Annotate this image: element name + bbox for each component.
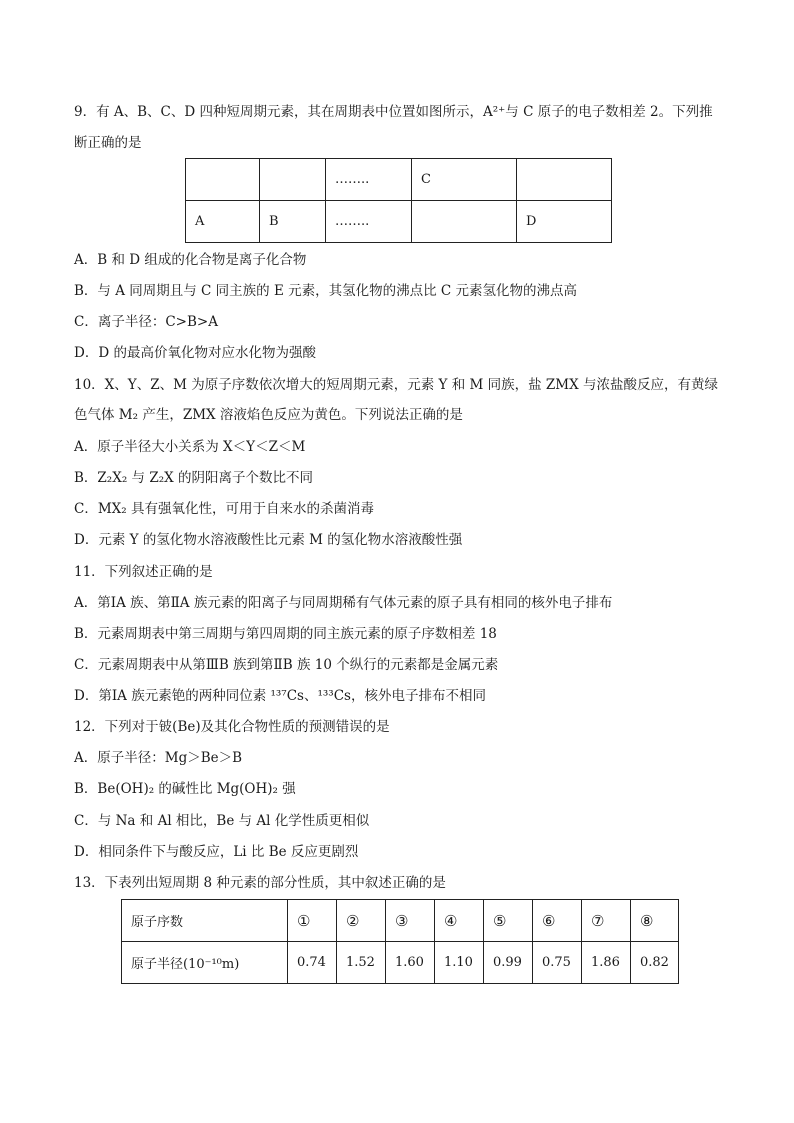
table-cell [517, 159, 612, 201]
q9-periodic-table [185, 158, 612, 243]
table-cell [412, 201, 517, 243]
table-cell: 1.86 [582, 942, 631, 984]
q13-element-table [121, 899, 679, 984]
table-row [122, 942, 679, 984]
q9-stem-line2: 断正确的是 [74, 135, 142, 151]
table-row [186, 201, 612, 243]
q10-option-a: A．原子半径大小关系为 X＜Y＜Z＜M [74, 439, 306, 455]
table-header-cell: 原子半径(10⁻¹⁰m) [122, 942, 288, 984]
table-cell: …….. [326, 159, 412, 201]
table-cell [186, 159, 260, 201]
q9-stem-line1: 9．有 A、B、C、D 四种短周期元素，其在周期表中位置如图所示，A²⁺与 C 原子的电子数相差 2。下列推 [74, 104, 713, 120]
q9-option-d: D．D 的最高价氧化物对应水化物为强酸 [74, 345, 316, 361]
table-cell: 1.10 [435, 942, 484, 984]
q11-option-b: B．元素周期表中第三周期与第四周期的同主族元素的原子序数相差 18 [74, 626, 497, 642]
q12-option-c: C．与 Na 和 Al 相比，Be 与 Al 化学性质更相似 [74, 813, 370, 829]
table-cell [260, 159, 326, 201]
q13-stem: 13．下表列出短周期 8 种元素的部分性质，其中叙述正确的是 [74, 875, 446, 891]
table-cell: ② [337, 900, 386, 942]
q10-option-d: D．元素 Y 的氢化物水溶液酸性比元素 M 的氢化物水溶液酸性强 [74, 532, 463, 548]
table-cell: ⑧ [631, 900, 679, 942]
table-cell: A [186, 201, 260, 243]
q12-option-b: B．Be(OH)₂ 的碱性比 Mg(OH)₂ 强 [74, 781, 296, 797]
table-row [186, 159, 612, 201]
table-cell: 0.82 [631, 942, 679, 984]
table-cell: ① [288, 900, 337, 942]
table-cell: 0.75 [533, 942, 582, 984]
q12-option-d: D．相同条件下与酸反应，Li 比 Be 反应更剧烈 [74, 844, 359, 860]
q12-stem: 12．下列对于铍(Be)及其化合物性质的预测错误的是 [74, 719, 390, 735]
q11-stem: 11．下列叙述正确的是 [74, 564, 213, 580]
q9-option-a: A．B 和 D 组成的化合物是离子化合物 [74, 252, 307, 268]
q10-option-b: B．Z₂X₂ 与 Z₂X 的阴阳离子个数比不同 [74, 470, 314, 486]
table-cell: ③ [386, 900, 435, 942]
table-cell: B [260, 201, 326, 243]
q10-stem-line1: 10．X、Y、Z、M 为原子序数依次增大的短周期元素，元素 Y 和 M 同族，盐 ZMX 与浓盐酸反应，有黄绿 [74, 377, 718, 393]
table-cell: …….. [326, 201, 412, 243]
table-cell: ⑥ [533, 900, 582, 942]
table-cell: D [517, 201, 612, 243]
table-row [122, 900, 679, 942]
table-cell: 1.60 [386, 942, 435, 984]
table-cell: C [412, 159, 517, 201]
table-cell: 0.74 [288, 942, 337, 984]
table-header-cell: 原子序数 [122, 900, 288, 942]
q11-option-a: A．第ⅠA 族、第ⅡA 族元素的阳离子与同周期稀有气体元素的原子具有相同的核外电子排布 [74, 595, 613, 611]
q9-option-c: C．离子半径：C>B>A [74, 314, 218, 330]
q12-option-a: A．原子半径：Mg＞Be＞B [74, 750, 243, 766]
q11-option-d: D．第ⅠA 族元素铯的两种同位素 ¹³⁷Cs、¹³³Cs，核外电子排布不相同 [74, 688, 486, 704]
table-cell: ⑦ [582, 900, 631, 942]
table-cell: ⑤ [484, 900, 533, 942]
q9-option-b: B．与 A 同周期且与 C 同主族的 E 元素，其氢化物的沸点比 C 元素氢化物的沸点高 [74, 283, 578, 299]
q10-stem-line2: 色气体 M₂ 产生，ZMX 溶液焰色反应为黄色。下列说法正确的是 [74, 407, 463, 423]
q11-option-c: C．元素周期表中从第ⅢB 族到第ⅡB 族 10 个纵行的元素都是金属元素 [74, 657, 499, 673]
table-cell: 0.99 [484, 942, 533, 984]
table-cell: ④ [435, 900, 484, 942]
q10-option-c: C．MX₂ 具有强氧化性，可用于自来水的杀菌消毒 [74, 501, 374, 517]
table-cell: 1.52 [337, 942, 386, 984]
